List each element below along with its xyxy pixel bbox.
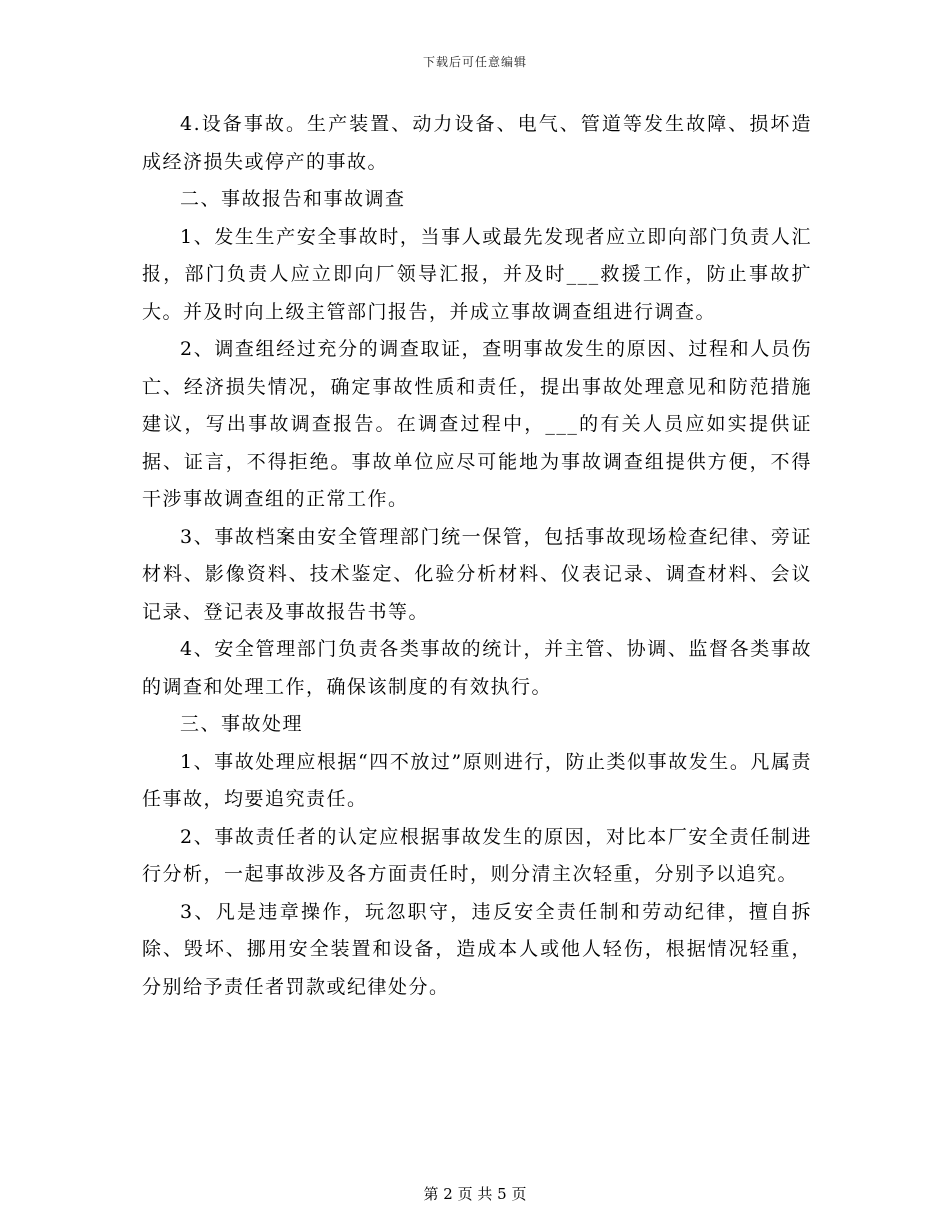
paragraph-handling-1: 1、事故处理应根据“四不放过”原则进行，防止类似事故发生。凡属责任事故，均要追究责任。 — [142, 750, 812, 810]
paragraph-archive-3: 3、事故档案由安全管理部门统一保管，包括事故现场检查纪律、旁证材料、影像资料、技术鉴定、化验分析材料、仪表记录、调查材料、会议记录、登记表及事故报告书等。 — [142, 525, 812, 623]
paragraph-report-1: 1、发生生产安全事故时，当事人或最先发现者应立即向部门负责人汇报，部门负责人应立即向厂领导汇报，并及时___救援工作，防止事故扩大。并及时向上级主管部门报告，并成立事故调查组进行调查。 — [142, 225, 812, 323]
page-number-footer: 第 2 页 共 5 页 — [423, 1185, 527, 1203]
paragraph-handling-3: 3、凡是违章操作，玩忽职守，违反安全责任制和劳动纪律，擅自拆除、毁坏、挪用安全装置和设备，造成本人或他人轻伤，根据情况轻重，分别给予责任者罚款或纪律处分。 — [142, 900, 812, 998]
section-heading-report-investigation: 二、事故报告和事故调查 — [180, 188, 406, 210]
page-header: 下载后可任意编辑 — [422, 55, 527, 69]
section-heading-handling: 三、事故处理 — [180, 713, 304, 735]
paragraph-statistics-4: 4、安全管理部门负责各类事故的统计，并主管、协调、监督各类事故的调查和处理工作，确保该制度的有效执行。 — [142, 638, 812, 698]
paragraph-handling-2: 2、事故责任者的认定应根据事故发生的原因，对比本厂安全责任制进行分析，一起事故涉及各方面责任时，则分清主次轻重，分别予以追究。 — [142, 825, 812, 885]
paragraph-equipment-accident: 4.设备事故。生产装置、动力设备、电气、管道等发生故障、损坏造成经济损失或停产的事故。 — [142, 113, 812, 173]
document-body — [142, 106, 812, 1006]
paragraph-investigation-2: 2、调查组经过充分的调查取证，查明事故发生的原因、过程和人员伤亡、经济损失情况，确定事故性质和责任，提出事故处理意见和防范措施建议，写出事故调查报告。在调查过程中，___的有关人员应如实提供证据、证言，不得拒绝。事故单位应尽可能地为事故调查组提供方便，不得干涉事故调查组的正常工作。 — [142, 338, 812, 510]
